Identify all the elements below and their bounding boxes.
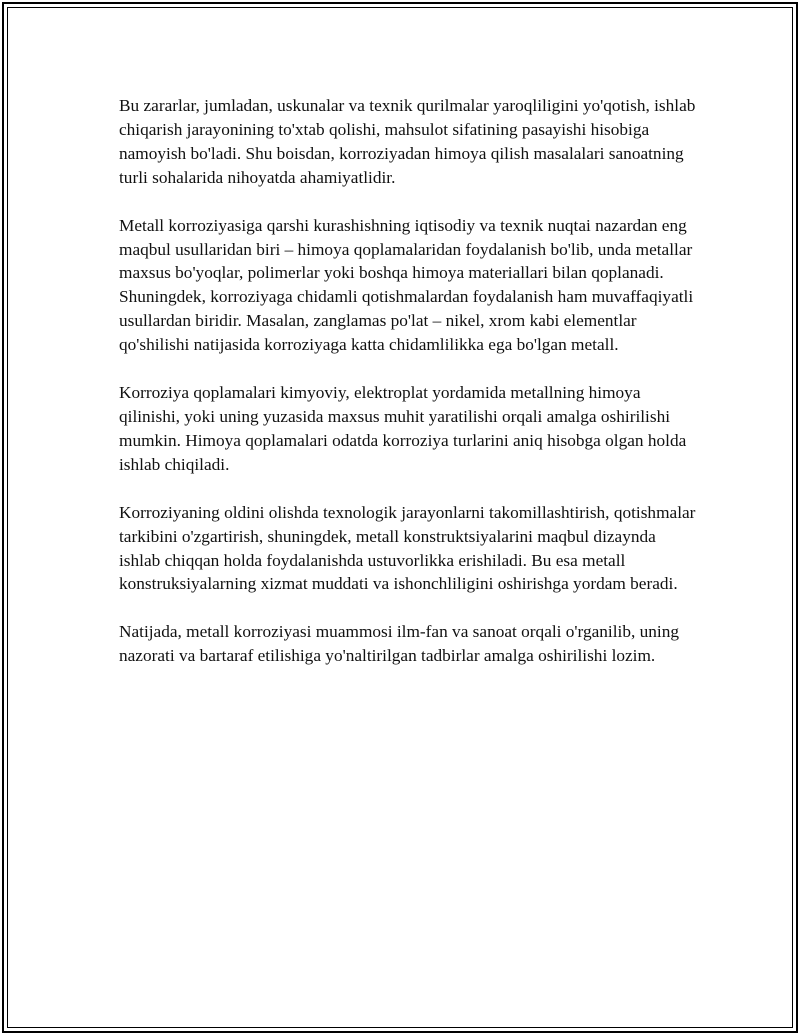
paragraph-2: Metall korroziyasiga qarshi kurashishning iqtisodiy va texnik nuqtai nazardan eng maqbul usullaridan biri – himoya qoplamalaridan foydalanish bo'lib, unda metallar maxsus bo'yoqlar, polimerlar yoki boshqa himoya materiallari bilan qoplanadi. Shuningdek, korroziyaga chidamli qotishmalardan foydalanish ham muvaffaqiyatli usullardan biridir. Masalan, zanglamas po'lat – nikel, xrom kabi elementlar qo'shilishi natijasida korroziyaga katta chidamlilikka ega bo'lgan metall. (119, 215, 694, 355)
paragraph-4: Korroziyaning oldini olishda texnologik jarayonlarni takomillashtirish, qotishmalar tarkibini o'zgartirish, shuningdek, metall konstruktsiyalarini maqbul dizaynda ishlab chiqqan holda foydalanishda ustuvorlikka erishiladi. Bu esa metall konstruksiyalarning xizmat muddati va ishonchliligini oshirishga yordam beradi. (119, 502, 696, 594)
paragraph-5: Natijada, metall korroziyasi muammosi ilm-fan va sanoat orqali o'rganilib, uning nazorati va bartaraf etilishiga yo'naltirilgan tadbirlar amalga oshirilishi lozim. (119, 622, 679, 666)
paragraph-3: Korroziya qoplamalari kimyoviy, elektroplat yordamida metallning himoya qilinishi, yoki uning yuzasida maxsus muhit yaratilishi orqali amalga oshirilishi mumkin. Himoya qoplamalari odatda korroziya turlarini aniq hisobga olgan holda ishlab chiqiladi. (119, 383, 687, 474)
paragraph-1: Bu zararlar, jumladan, uskunalar va texnik qurilmalar yaroqliligini yo'qotish, ishlab chiqarish jarayonining to'xtab qolishi, mahsulot sifatining pasayishi hisobiga namoyish bo'ladi. Shu boisdan, korroziyadan himoya qilish masalalari sanoatning turli sohalarida nihoyatda ahamiyatlidir. (119, 96, 696, 187)
document-body (119, 94, 699, 692)
